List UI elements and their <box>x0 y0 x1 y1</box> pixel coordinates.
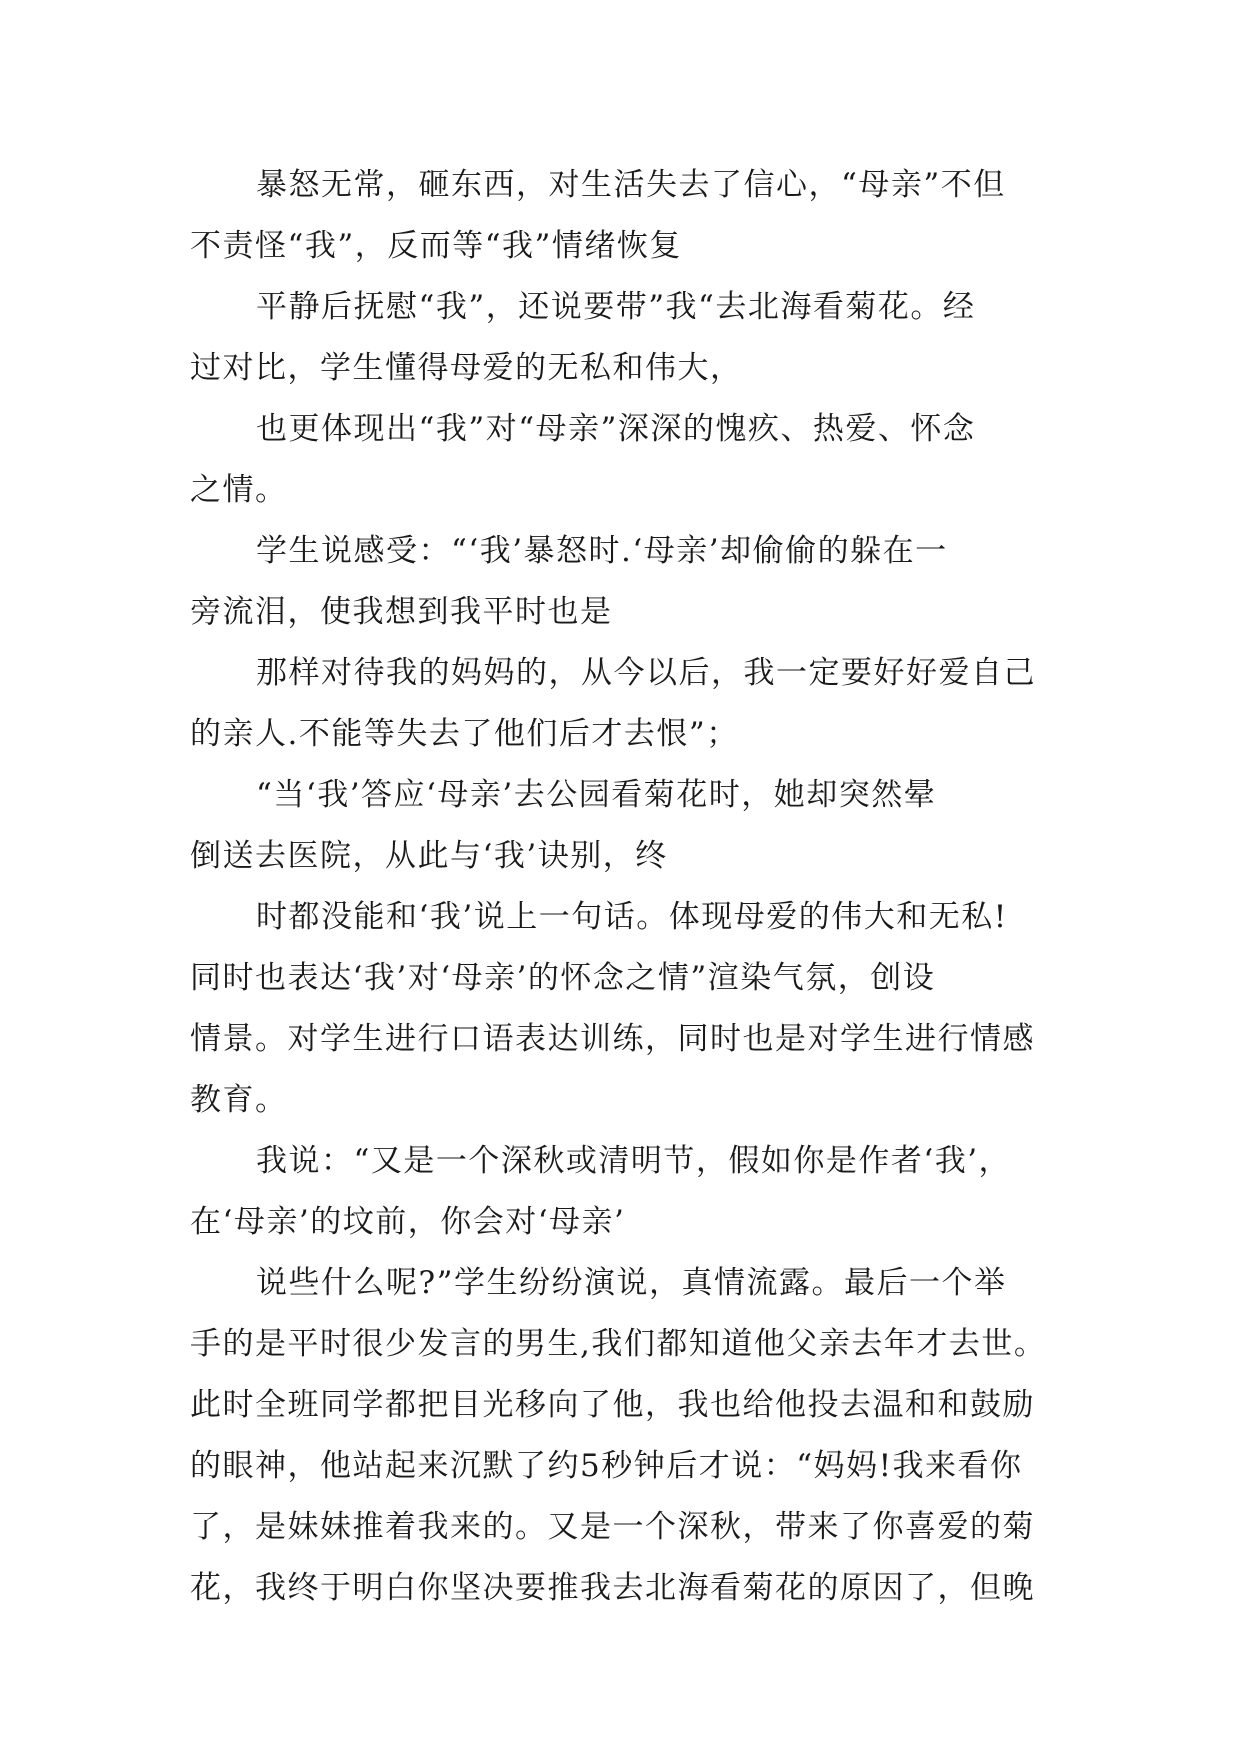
text-line: “当‘我’答应‘母亲’去公园看菊花时，她却突然晕 <box>256 777 937 813</box>
text-line: 的眼神，他站起来沉默了约5秒钟后才说：“妈妈!我来看你 <box>190 1448 1023 1484</box>
text-line: 学生说感受：“‘我’暴怒时.‘母亲’却偷偷的躲在一 <box>256 533 948 569</box>
text-line: 在‘母亲’的坟前，你会对‘母亲’ <box>190 1204 626 1240</box>
text-line: 那样对待我的妈妈的，从今以后，我一定要好好爱自己 <box>256 655 1036 691</box>
text-line: 时都没能和‘我’说上一句话。体现母爱的伟大和无私! <box>256 899 1008 935</box>
text-line: 的亲人.不能等失去了他们后才去恨”； <box>190 716 739 752</box>
text-line: 平静后抚慰“我”，还说要带”我“去北海看菊花。经 <box>256 289 976 325</box>
text-line: 手的是平时很少发言的男生,我们都知道他父亲去年才去世。 <box>190 1326 1047 1362</box>
document-body <box>190 155 1060 1619</box>
text-line: 此时全班同学都把目光移向了他，我也给他投去温和和鼓励 <box>190 1387 1035 1423</box>
text-line: 过对比，学生懂得母爱的无私和伟大， <box>190 350 743 386</box>
text-line: 教育。 <box>190 1082 288 1118</box>
text-line: 旁流泪，使我想到我平时也是 <box>190 594 613 630</box>
text-line: 情景。对学生进行口语表达训练，同时也是对学生进行情感 <box>190 1021 1035 1057</box>
text-line: 不责怪“我”，反而等“我”情绪恢复 <box>190 228 682 264</box>
text-line: 倒送去医院，从此与‘我’诀别，终 <box>190 838 668 874</box>
text-line: 了，是妹妹推着我来的。又是一个深秋，带来了你喜爱的菊 <box>190 1509 1035 1545</box>
text-line: 花，我终于明白你坚决要推我去北海看菊花的原因了，但晚 <box>190 1570 1035 1606</box>
text-line: 同时也表达‘我’对‘母亲’的怀念之情”渲染气氛，创设 <box>190 960 936 996</box>
text-line: 暴怒无常，砸东西，对生活失去了信心，“母亲”不但 <box>256 167 1006 203</box>
text-line: 之情。 <box>190 472 288 508</box>
text-line: 说些什么呢?”学生纷纷演说，真情流露。最后一个举 <box>256 1265 1007 1301</box>
text-line: 也更体现出“我”对“母亲”深深的愧疚、热爱、怀念 <box>256 411 976 447</box>
text-line: 我说：“又是一个深秋或清明节，假如你是作者‘我’， <box>256 1143 1012 1179</box>
